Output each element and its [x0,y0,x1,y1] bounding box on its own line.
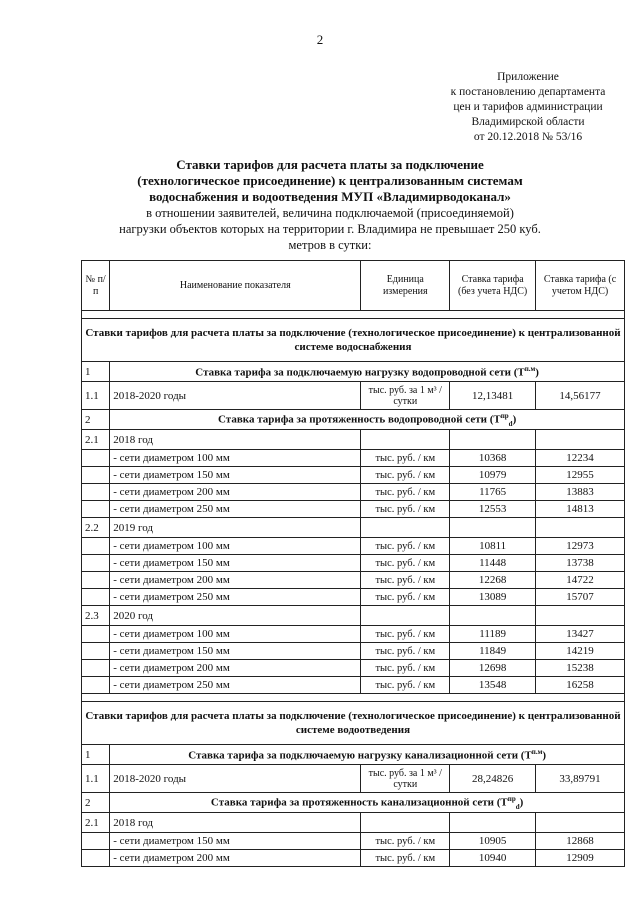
row-number: 1 [82,745,110,765]
section-title-row [82,702,625,745]
title-line: водоснабжения и водоотведения МУП «Владимирводоканал» [149,189,511,204]
empty-cell [361,430,450,450]
title-line: Ставки тарифов для расчета платы за подключение [176,157,484,172]
year-row [82,518,625,538]
header-num: № п/п [82,261,110,311]
table-row [82,850,625,867]
row-unit: тыс. руб. / км [361,555,450,572]
table-row [82,677,625,694]
empty-cell [82,589,110,606]
row-name: 2018-2020 годы [110,382,361,410]
empty-cell [82,677,110,694]
row-unit: тыс. руб. / км [361,677,450,694]
appendix-line: Владимирской области [471,116,585,128]
table-row [82,467,625,484]
empty-cell [82,643,110,660]
rate-no-vat: 10368 [450,450,536,467]
table-row [82,450,625,467]
tariff-table [81,260,625,867]
section-title-row [82,319,625,362]
table-row [82,555,625,572]
appendix-line: Приложение [497,71,559,83]
subtitle-line: в отношении заявителей, величина подключаемой (присоединяемой) [146,206,514,220]
rate-vat: 16258 [536,677,625,694]
row-number: 1.1 [82,382,110,410]
row-name: - сети диаметром 100 мм [110,626,361,643]
header-rate-vat: Ставка тарифа (с учетом НДС) [536,261,625,311]
row-number: 2.3 [82,606,110,626]
row-name: - сети диаметром 250 мм [110,589,361,606]
document-title [70,157,590,253]
row-name: - сети диаметром 100 мм [110,450,361,467]
section-gap [82,311,625,319]
subsection-row [82,410,625,430]
rate-no-vat: 12553 [450,501,536,518]
row-name: - сети диаметром 200 мм [110,850,361,867]
empty-cell [82,660,110,677]
empty-cell [82,467,110,484]
rate-no-vat: 12268 [450,572,536,589]
section-gap [82,694,625,702]
rate-vat: 15707 [536,589,625,606]
empty-cell [536,606,625,626]
rate-vat: 33,89791 [536,765,625,793]
row-number: 1.1 [82,765,110,793]
header-rate-no-vat: Ставка тарифа (без учета НДС) [450,261,536,311]
title-line: (технологическое присоединение) к централизованным системам [137,173,523,188]
rate-no-vat: 28,24826 [450,765,536,793]
table-row [82,382,625,410]
row-name: - сети диаметром 250 мм [110,677,361,694]
row-unit: тыс. руб. за 1 м³ / сутки [361,382,450,410]
row-name: - сети диаметром 150 мм [110,555,361,572]
rate-vat: 13883 [536,484,625,501]
subsection-row [82,745,625,765]
empty-cell [82,538,110,555]
table-row [82,484,625,501]
rate-no-vat: 10940 [450,850,536,867]
empty-cell [450,518,536,538]
empty-cell [82,850,110,867]
table-row [82,765,625,793]
rate-no-vat: 10905 [450,833,536,850]
row-unit: тыс. руб. / км [361,572,450,589]
empty-cell [82,450,110,467]
table-row [82,643,625,660]
rate-vat: 12909 [536,850,625,867]
rate-no-vat: 13089 [450,589,536,606]
rate-no-vat: 11189 [450,626,536,643]
empty-cell [536,518,625,538]
rate-no-vat: 11849 [450,643,536,660]
section-title: Ставки тарифов для расчета платы за подключение (технологическое присоединение) к централизованной системе водоснабжения [82,319,625,362]
empty-cell [450,813,536,833]
row-number: 2 [82,410,110,430]
row-name: - сети диаметром 150 мм [110,833,361,850]
year-label: 2018 год [110,430,361,450]
rate-vat: 13427 [536,626,625,643]
appendix-block [448,70,608,145]
subsection-row [82,362,625,382]
row-number: 1 [82,362,110,382]
rate-no-vat: 10811 [450,538,536,555]
rate-no-vat: 13548 [450,677,536,694]
empty-cell [82,484,110,501]
subsection-title: Ставка тарифа за подключаемую нагрузку канализационной сети $(Т^{п.м})$ [110,745,625,765]
row-name: - сети диаметром 200 мм [110,484,361,501]
empty-cell [82,833,110,850]
row-name: - сети диаметром 150 мм [110,467,361,484]
year-label: 2019 год [110,518,361,538]
table-row [82,572,625,589]
section-title: Ставки тарифов для расчета платы за подключение (технологическое присоединение) к централизованной системе водоотведения [82,702,625,745]
rate-vat: 12955 [536,467,625,484]
rate-vat: 13738 [536,555,625,572]
row-unit: тыс. руб. / км [361,643,450,660]
row-number: 2 [82,793,110,813]
row-number: 2.1 [82,430,110,450]
appendix-line: от 20.12.2018 № 53/16 [473,131,583,143]
row-number: 2.2 [82,518,110,538]
table-row [82,538,625,555]
page-number: 2 [316,32,324,47]
rate-vat: 14219 [536,643,625,660]
rate-no-vat: 11765 [450,484,536,501]
year-row [82,813,625,833]
row-name: - сети диаметром 100 мм [110,538,361,555]
subsection-title: Ставка тарифа за протяженность канализационной сети $(Т^{пр}_d)$ [110,793,625,813]
subsection-title: Ставка тарифа за подключаемую нагрузку водопроводной сети $(Т^{п.м})$ [110,362,625,382]
row-unit: тыс. руб. / км [361,850,450,867]
empty-cell [536,813,625,833]
row-name: - сети диаметром 150 мм [110,643,361,660]
rate-no-vat: 12698 [450,660,536,677]
header-name: Наименование показателя [110,261,361,311]
subsection-row [82,793,625,813]
gap-cell [82,694,625,702]
row-name: - сети диаметром 200 мм [110,660,361,677]
rate-vat: 12973 [536,538,625,555]
row-name: - сети диаметром 200 мм [110,572,361,589]
row-unit: тыс. руб. / км [361,501,450,518]
header-row [82,261,625,311]
table-body [82,311,625,867]
table-row [82,660,625,677]
appendix-line: к постановлению департамента [450,86,606,98]
row-number: 2.1 [82,813,110,833]
rate-vat: 14,56177 [536,382,625,410]
year-row [82,430,625,450]
subsection-title: Ставка тарифа за протяженность водопроводной сети $(Т^{пр}_d)$ [110,410,625,430]
empty-cell [361,606,450,626]
year-label: 2020 год [110,606,361,626]
empty-cell [361,518,450,538]
row-unit: тыс. руб. / км [361,660,450,677]
year-label: 2018 год [110,813,361,833]
row-unit: тыс. руб. / км [361,450,450,467]
rate-vat: 12868 [536,833,625,850]
rate-no-vat: 12,13481 [450,382,536,410]
header-unit: Единица измерения [361,261,450,311]
empty-cell [450,606,536,626]
empty-cell [361,813,450,833]
row-unit: тыс. руб. / км [361,538,450,555]
row-unit: тыс. руб. / км [361,589,450,606]
table-row [82,589,625,606]
empty-cell [536,430,625,450]
appendix-line: цен и тарифов администрации [453,101,603,113]
rate-vat: 14722 [536,572,625,589]
row-unit: тыс. руб. / км [361,484,450,501]
row-name: - сети диаметром 250 мм [110,501,361,518]
year-row [82,606,625,626]
rate-no-vat: 10979 [450,467,536,484]
rate-no-vat: 11448 [450,555,536,572]
rate-vat: 15238 [536,660,625,677]
table-row [82,626,625,643]
table-row [82,833,625,850]
row-unit: тыс. руб. за 1 м³ / сутки [361,765,450,793]
rate-vat: 14813 [536,501,625,518]
empty-cell [82,555,110,572]
empty-cell [82,501,110,518]
row-name: 2018-2020 годы [110,765,361,793]
row-unit: тыс. руб. / км [361,626,450,643]
table-row [82,501,625,518]
row-unit: тыс. руб. / км [361,467,450,484]
gap-cell [82,311,625,319]
subtitle-line: нагрузки объектов которых на территории г. Владимира не превышает 250 куб. [119,222,541,236]
empty-cell [82,626,110,643]
row-unit: тыс. руб. / км [361,833,450,850]
rate-vat: 12234 [536,450,625,467]
empty-cell [450,430,536,450]
empty-cell [82,572,110,589]
subtitle-line: метров в сутки: [288,238,372,252]
